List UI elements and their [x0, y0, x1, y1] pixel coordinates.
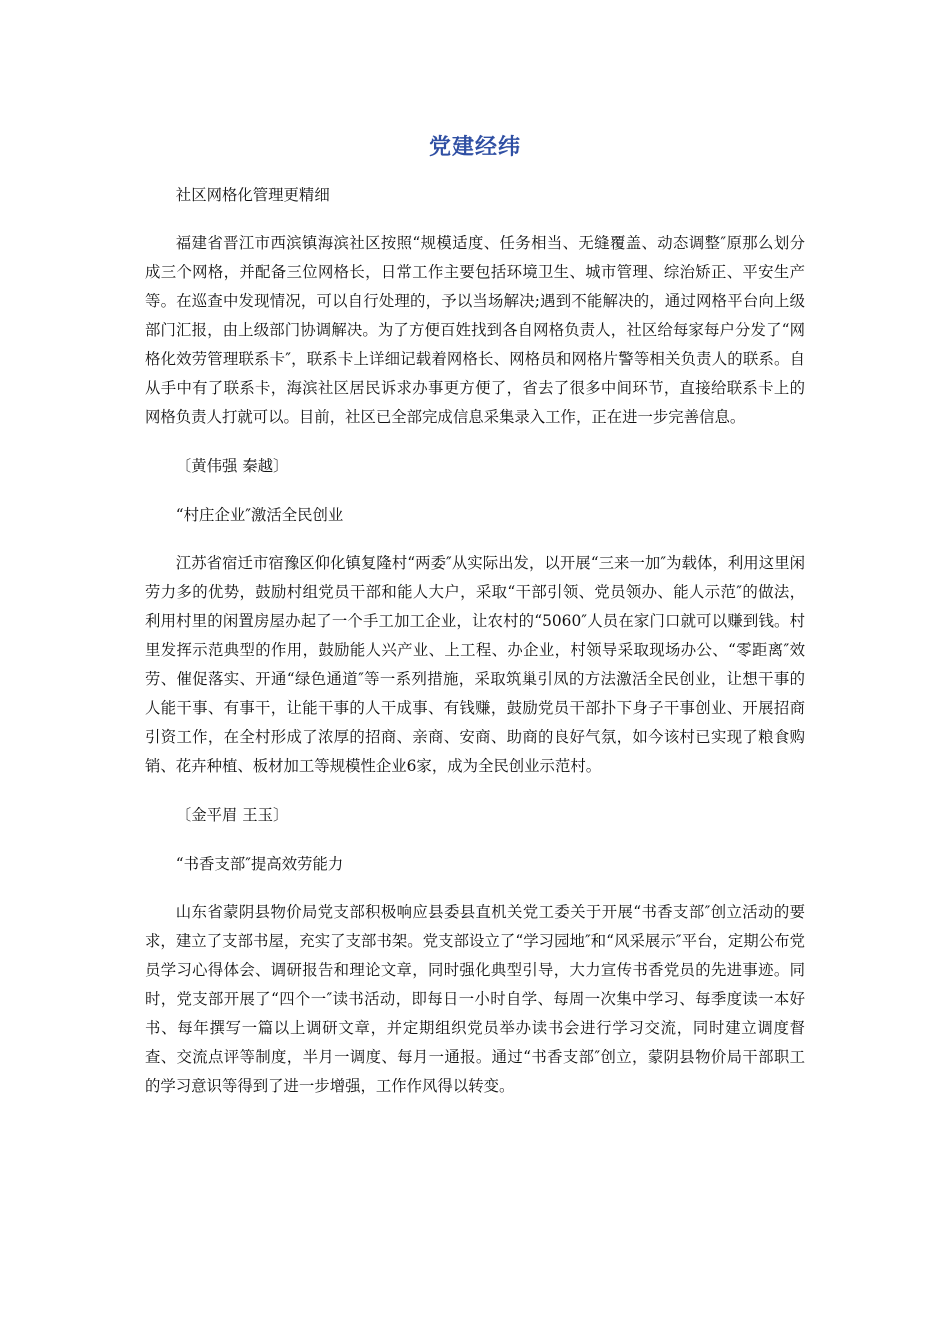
section-body: 江苏省宿迁市宿豫区仰化镇复隆村“两委″从实际出发，以开展“三来一加″为载体，利用这里闲劳力多的优势，鼓励村组党员干部和能人大户，采取“干部引领、党员领办、能人示范″的做法，利用村里的闲置房屋办起了一个手工加工企业，让农村的“5060″人员在家门口就可以赚到钱。村里发挥示范典型的作用，鼓励能人兴产业、上工程、办企业，村领导采取现场办公、“零距离″效劳、催促落实、开通“绿色通道″等一系列措施，采取筑巢引凤的方法激活全民创业，让想干事的人能干事、有事干，让能干事的人干成事、有钱赚，鼓励党员干部扑下身子干事创业、开展招商引资工作，在全村形成了浓厚的招商、亲商、安商、助商的良好气氛，如今该村已实现了粮食购销、花卉种植、板材加工等规模性企业6家，成为全民创业示范村。: [145, 554, 805, 775]
section-heading: “书香支部″提高效劳能力: [175, 855, 344, 873]
document-content: [145, 181, 805, 1101]
section-body: 山东省蒙阴县物价局党支部积极响应县委县直机关党工委关于开展“书香支部″创立活动的要求，建立了支部书屋，充实了支部书架。党支部设立了“学习园地″和“风采展示″平台，定期公布党员学习心得体会、调研报告和理论文章，同时强化典型引导，大力宣传书香党员的先进事迹。同时，党支部开展了“四个一″读书活动，即每日一小时自学、每周一次集中学习、每季度读一本好书、每年撰写一篇以上调研文章，并定期组织党员举办读书会进行学习交流，同时建立调度督查、交流点评等制度，半月一调度、每月一通报。通过“书香支部″创立，蒙阴县物价局干部职工的学习意识等得到了进一步增强，工作作风得以转变。: [145, 903, 805, 1095]
document-title: 党建经纬: [428, 135, 521, 160]
section-body: 福建省晋江市西滨镇海滨社区按照“规模适度、任务相当、无缝覆盖、动态调整″原那么划分成三个网格，并配备三位网格长，日常工作主要包括环境卫生、城市管理、综治矫正、平安生产等。在巡查中发现情况，可以自行处理的，予以当场解决;遇到不能解决的，通过网格平台向上级部门汇报，由上级部门协调解决。为了方便百姓找到各自网格负责人，社区给每家每户分发了“网格化效劳管理联系卡″，联系卡上详细记载着网格长、网格员和网格片警等相关负责人的联系。自从手中有了联系卡，海滨社区居民诉求办事更方便了，省去了很多中间环节，直接给联系卡上的网格负责人打就可以。目前，社区已全部完成信息采集录入工作，正在进一步完善信息。: [145, 234, 805, 426]
section-heading: 社区网格化管理更精细: [175, 186, 330, 204]
section-byline: 〔黄伟强 秦越〕: [175, 457, 289, 475]
section-heading: “村庄企业″激活全民创业: [175, 506, 344, 524]
section-byline: 〔金平眉 王玉〕: [175, 806, 289, 824]
